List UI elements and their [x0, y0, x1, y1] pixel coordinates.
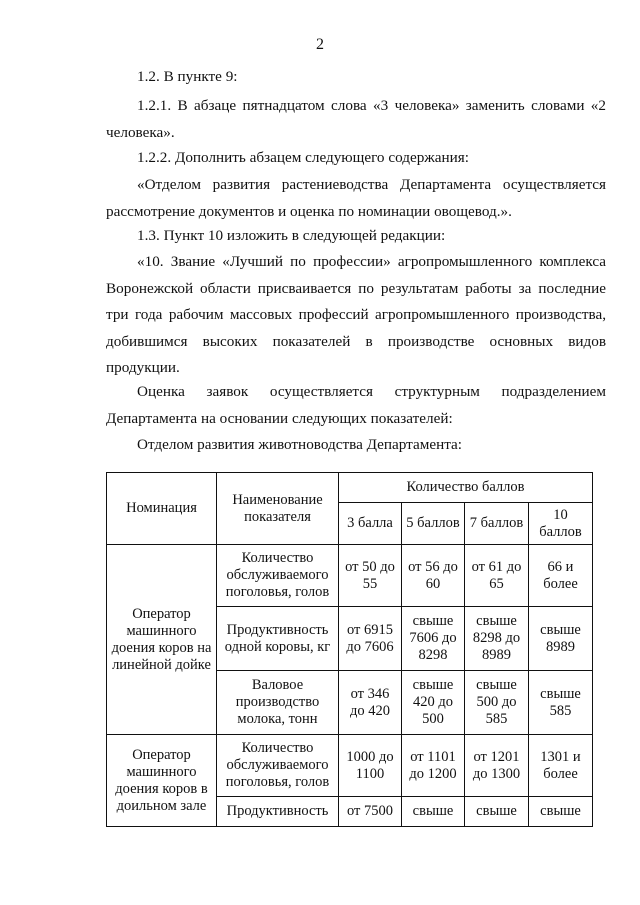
value-cell: от 7500 — [339, 797, 402, 827]
paragraph-1-2: 1.2. В пункте 9: — [137, 68, 238, 85]
value-cell: 1000 до 1100 — [339, 735, 402, 797]
value-cell: от 6915 до 7606 — [339, 607, 402, 671]
value-cell: свыше — [402, 797, 465, 827]
value-cell: 1301 и более — [529, 735, 593, 797]
header-points: Количество баллов — [339, 473, 593, 503]
value-cell: 66 и более — [529, 545, 593, 607]
table-row — [107, 545, 593, 607]
value-cell: от 346 до 420 — [339, 671, 402, 735]
indicator-cell: Продуктивность одной коровы, кг — [217, 607, 339, 671]
header-7-points: 7 баллов — [465, 503, 529, 545]
header-3-points: 3 балла — [339, 503, 402, 545]
value-cell: свыше 585 — [529, 671, 593, 735]
value-cell: свыше 8989 — [529, 607, 593, 671]
indicator-cell: Количество обслуживаемого поголовья, голов — [217, 735, 339, 797]
header-nomination: Номинация — [107, 473, 217, 545]
value-cell: свыше 8298 до 8989 — [465, 607, 529, 671]
value-cell: свыше 7606 до 8298 — [402, 607, 465, 671]
indicator-cell: Валовое производство молока, тонн — [217, 671, 339, 735]
value-cell: свыше — [529, 797, 593, 827]
paragraph-10-title: «10. Звание «Лучший по профессии» агропромышленного комплекса Воронежской области присваивается по результатам работы за последние три года рабочим массовых профессий агропромышленного производства, добившимся высоких показателей в производстве основных видов продукции. — [106, 253, 606, 376]
value-cell: от 61 до 65 — [465, 545, 529, 607]
paragraph-1-2-1: 1.2.1. В абзаце пятнадцатом слова «3 человека» заменить словами «2 человека». — [106, 97, 606, 141]
paragraph-1-3: 1.3. Пункт 10 изложить в следующей редакции: — [137, 227, 446, 244]
header-indicator: Наименование показателя — [217, 473, 339, 545]
header-10-points: 10 баллов — [529, 503, 593, 545]
value-cell: от 56 до 60 — [402, 545, 465, 607]
indicator-cell: Продуктивность — [217, 797, 339, 827]
value-cell: от 50 до 55 — [339, 545, 402, 607]
table-row — [107, 735, 593, 797]
paragraph-livestock-dept: Отделом развития животноводства Департамента: — [137, 436, 462, 453]
indicator-cell: Количество обслуживаемого поголовья, голов — [217, 545, 339, 607]
header-5-points: 5 баллов — [402, 503, 465, 545]
value-cell: свыше 500 до 585 — [465, 671, 529, 735]
nomination-cell: Оператор машинного доения коров на линейной дойке — [107, 545, 217, 735]
value-cell: свыше — [465, 797, 529, 827]
value-cell: от 1201 до 1300 — [465, 735, 529, 797]
paragraph-assessment: Оценка заявок осуществляется структурным подразделением Департамента на основании следующих показателей: — [106, 383, 606, 427]
value-cell: от 1101 до 1200 — [402, 735, 465, 797]
paragraph-quote-plant: «Отделом развития растениеводства Департамента осуществляется рассмотрение документов и оценка по номинации овощевод.». — [106, 176, 606, 220]
nomination-cell: Оператор машинного доения коров в доильном зале — [107, 735, 217, 827]
page-number: 2 — [316, 36, 324, 53]
scores-table — [106, 472, 593, 827]
value-cell: свыше 420 до 500 — [402, 671, 465, 735]
paragraph-1-2-2: 1.2.2. Дополнить абзацем следующего содержания: — [137, 149, 469, 166]
